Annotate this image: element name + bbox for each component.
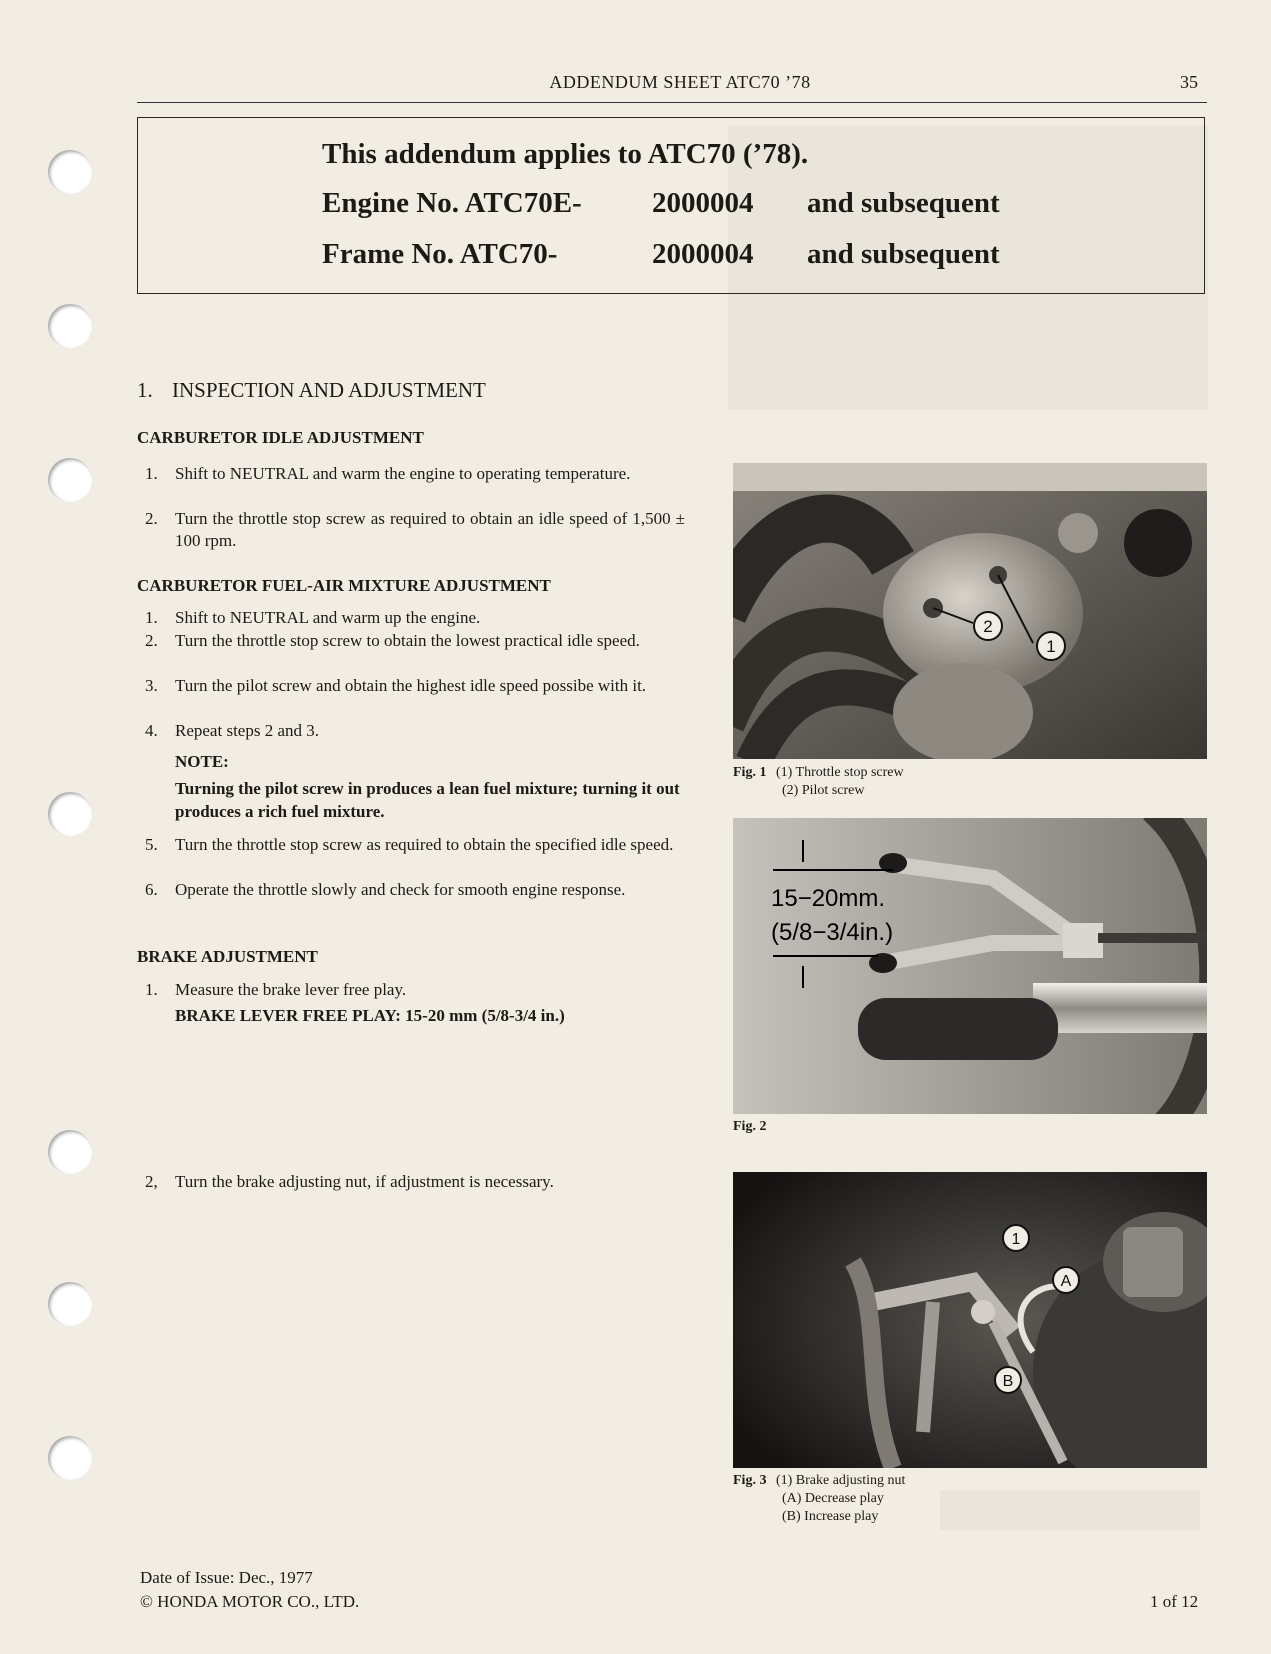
binder-hole (48, 458, 92, 502)
fig2-label: Fig. 2 (733, 1119, 767, 1134)
binder-hole (48, 1130, 92, 1174)
binder-hole (48, 1436, 92, 1480)
step-text: Turn the throttle stop screw as required to obtain the specified idle speed. (175, 835, 674, 854)
header-rule (137, 102, 1207, 103)
section-number: 1. (137, 378, 153, 402)
fig3-callout-1: 1 (1011, 1231, 1021, 1248)
step-number: 2, (145, 1172, 158, 1191)
fig1-callout-1: 1 (1046, 637, 1056, 656)
step-number: 1. (145, 980, 158, 999)
fig3-caption (733, 1472, 905, 1526)
step-number: 2. (145, 631, 158, 650)
brake-heading: BRAKE ADJUSTMENT (137, 947, 318, 966)
section-heading (137, 378, 486, 403)
list-item (145, 630, 685, 652)
step-text: Measure the brake lever free play. (175, 980, 407, 999)
binder-hole (48, 304, 92, 348)
step-number: 3. (145, 676, 158, 695)
list-item (145, 675, 685, 697)
list-item (145, 720, 685, 742)
fig1-callout-2: 2 (983, 617, 993, 636)
binder-hole (48, 1282, 92, 1326)
section-title: INSPECTION AND ADJUSTMENT (172, 378, 486, 402)
fig3-callout-a: A (1060, 1273, 1072, 1290)
fig3-caption-line: (1) Brake adjusting nut (775, 1473, 906, 1488)
fig3-label: Fig. 3 (733, 1473, 767, 1488)
engine-suffix: and subsequent (807, 187, 1000, 219)
binder-hole (48, 792, 92, 836)
fig1-photo (733, 463, 1207, 759)
step-text: Turn the throttle stop screw as required to obtain an idle speed of 1,500 ± 100 rpm. (175, 509, 685, 550)
step-text: Shift to NEUTRAL and warm up the engine. (175, 608, 481, 627)
step-number: 2. (145, 509, 158, 528)
list-item (145, 834, 685, 856)
step-number: 4. (145, 721, 158, 740)
bleed-through-block (940, 1490, 1200, 1530)
list-item (145, 508, 685, 552)
binder-hole (48, 150, 92, 194)
fig2-photo (733, 818, 1207, 1114)
frame-label: Frame No. ATC70- (322, 238, 558, 270)
frame-suffix: and subsequent (807, 238, 1000, 270)
step-text: Shift to NEUTRAL and warm the engine to operating temperature. (175, 464, 631, 483)
fig1-caption (733, 764, 904, 800)
fig1-caption-line: (2) Pilot screw (782, 783, 865, 798)
list-item (145, 463, 685, 485)
step-text: Turn the pilot screw and obtain the highest idle speed possibe with it. (175, 676, 647, 695)
fig3-caption-line: (A) Decrease play (782, 1491, 884, 1506)
page-number: 35 (1180, 72, 1198, 92)
fig1-caption-line: (1) Throttle stop screw (775, 765, 904, 780)
mixture-heading: CARBURETOR FUEL-AIR MIXTURE ADJUSTMENT (137, 576, 551, 595)
header-title: ADDENDUM SHEET ATC70 ’78 (549, 72, 811, 92)
step-number: 6. (145, 880, 158, 899)
list-item (145, 1171, 705, 1193)
fig2-dimension-in: (5/8−3/4in.) (771, 919, 894, 946)
fig1-label: Fig. 1 (733, 765, 767, 780)
fig2-dimension-mm: 15−20mm. (771, 885, 886, 912)
list-item (145, 607, 685, 629)
fig3-photo (733, 1172, 1207, 1468)
fig3-caption-line: (B) Increase play (782, 1509, 879, 1524)
step-text: Turn the brake adjusting nut, if adjustment is necessary. (175, 1172, 554, 1191)
note-label: NOTE: (175, 752, 229, 771)
list-item (145, 879, 685, 901)
idle-heading: CARBURETOR IDLE ADJUSTMENT (137, 428, 424, 447)
footer-date: Date of Issue: Dec., 1977 (140, 1568, 313, 1587)
applies-line: This addendum applies to ATC70 (’78). (322, 138, 809, 170)
brake-spec: BRAKE LEVER FREE PLAY: 15-20 mm (5/8-3/4 in.) (175, 1006, 565, 1025)
footer-copyright: © HONDA MOTOR CO., LTD. (140, 1592, 360, 1611)
fig3-callout-b: B (1002, 1373, 1014, 1390)
step-number: 1. (145, 608, 158, 627)
step-text: Turn the throttle stop screw to obtain the lowest practical idle speed. (175, 631, 640, 650)
step-number: 1. (145, 464, 158, 483)
engine-number: 2000004 (652, 187, 754, 219)
note-text: Turning the pilot screw in produces a lean fuel mixture; turning it out produces a rich fuel mixture. (175, 779, 680, 821)
step-number: 5. (145, 835, 158, 854)
footer-page-of: 1 of 12 (1150, 1592, 1199, 1611)
engine-label: Engine No. ATC70E- (322, 187, 582, 219)
list-item (145, 979, 685, 1001)
step-text: Repeat steps 2 and 3. (175, 721, 319, 740)
frame-number: 2000004 (652, 238, 754, 270)
step-text: Operate the throttle slowly and check for smooth engine response. (175, 880, 626, 899)
applicability-box (137, 117, 1205, 294)
fig2-caption (733, 1118, 766, 1136)
